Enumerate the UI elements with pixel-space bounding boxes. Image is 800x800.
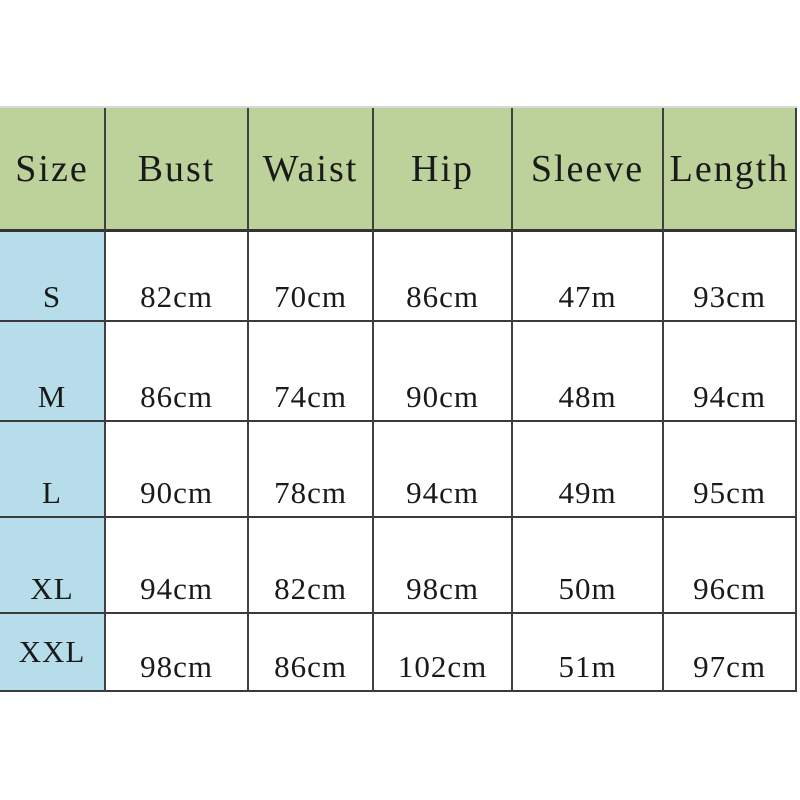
length-cell-xxl: 97cm [664, 614, 797, 692]
hip-cell-m: 90cm [374, 322, 513, 422]
hip-cell-l: 94cm [374, 422, 513, 518]
bust-cell-l: 90cm [106, 422, 249, 518]
header-cell-bust: Bust [106, 108, 249, 232]
hip-cell-s: 86cm [374, 232, 513, 322]
size-cell-l: L [0, 422, 106, 518]
size-cell-m: M [0, 322, 106, 422]
bust-cell-xl: 94cm [106, 518, 249, 614]
sleeve-cell-xxl: 51m [513, 614, 664, 692]
waist-cell-s: 70cm [249, 232, 374, 322]
length-cell-m: 94cm [664, 322, 797, 422]
header-cell-size: Size [0, 108, 106, 232]
header-cell-length: Length [664, 108, 797, 232]
waist-cell-l: 78cm [249, 422, 374, 518]
sleeve-cell-s: 47m [513, 232, 664, 322]
size-cell-s: S [0, 232, 106, 322]
sleeve-cell-l: 49m [513, 422, 664, 518]
bust-cell-s: 82cm [106, 232, 249, 322]
sleeve-cell-m: 48m [513, 322, 664, 422]
header-cell-hip: Hip [374, 108, 513, 232]
length-cell-s: 93cm [664, 232, 797, 322]
length-cell-l: 95cm [664, 422, 797, 518]
size-cell-xxl: XXL [0, 614, 106, 692]
size-cell-xl: XL [0, 518, 106, 614]
header-cell-waist: Waist [249, 108, 374, 232]
bust-cell-xxl: 98cm [106, 614, 249, 692]
waist-cell-m: 74cm [249, 322, 374, 422]
header-cell-sleeve: Sleeve [513, 108, 664, 232]
waist-cell-xl: 82cm [249, 518, 374, 614]
hip-cell-xxl: 102cm [374, 614, 513, 692]
waist-cell-xxl: 86cm [249, 614, 374, 692]
size-chart-table [0, 106, 797, 692]
sleeve-cell-xl: 50m [513, 518, 664, 614]
bust-cell-m: 86cm [106, 322, 249, 422]
hip-cell-xl: 98cm [374, 518, 513, 614]
length-cell-xl: 96cm [664, 518, 797, 614]
